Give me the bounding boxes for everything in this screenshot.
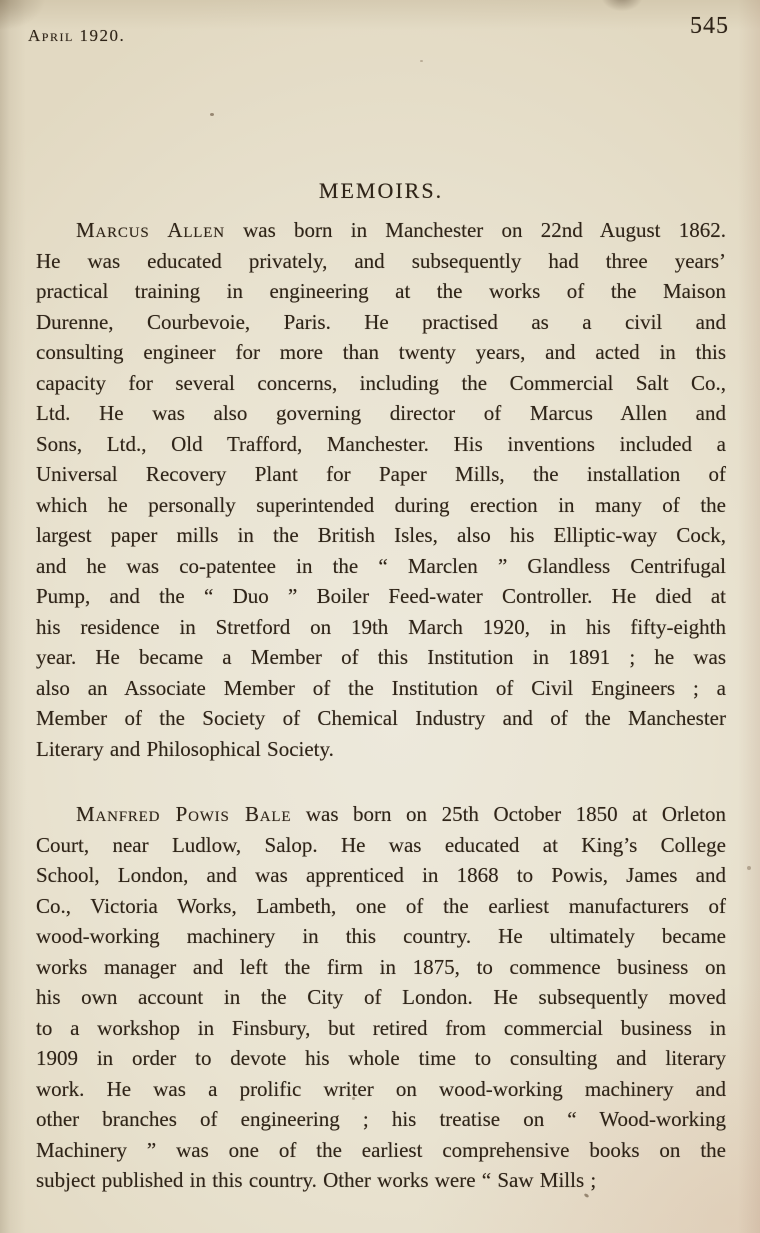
memoir-line: year. He became a Member of this Institution in 1891 ; he was [36, 645, 726, 669]
memoir-line: consulting engineer for more than twenty years, and acted in this [36, 340, 726, 364]
memoir-line: works manager and left the firm in 1875, to commence business on [36, 954, 726, 979]
memoir-line: which he personally superintended during erection in many of the [36, 492, 726, 517]
paper-speck [420, 60, 423, 62]
memoir-subject-name: Manfred Powis Bale [76, 802, 292, 826]
memoir-line: Machinery ” was one of the earliest comprehensive books on the [36, 1137, 726, 1162]
memoir-line: Marcus Allen was born in Manchester on 22nd August 1862. [76, 218, 726, 242]
memoir-line: and he was co-patentee in the “ Marclen ” Glandless Centrifugal [36, 553, 726, 578]
section-title: MEMOIRS. [318, 178, 444, 203]
memoir-line: also an Associate Member of the Institution of Civil Engineers ; a [36, 675, 726, 700]
memoir-line: Member of the Society of Chemical Industry and of the Manchester [36, 706, 726, 730]
paper-speck [747, 866, 751, 870]
memoir-paragraph-marcus-allen [36, 215, 726, 764]
memoir-line: subject published in this country. Other works were “ Saw Mills ; [36, 1168, 597, 1192]
memoir-line: to a workshop in Finsbury, but retired from commercial business in [36, 1015, 726, 1040]
memoir-paragraph-manfred-powis-bale [36, 799, 726, 1196]
memoir-line: capacity for several concerns, including the Commercial Salt Co., [36, 370, 726, 395]
memoir-line: He was educated privately, and subsequently had three years’ [36, 248, 726, 273]
memoir-line: Ltd. He was also governing director of Marcus Allen and [36, 401, 726, 425]
memoir-line: 1909 in order to devote his whole time to consulting and literary [36, 1046, 726, 1070]
page-number: 545 [690, 13, 729, 39]
memoir-line: Pump, and the “ Duo ” Boiler Feed-water Controller. He died at [36, 584, 726, 608]
memoir-line: Universal Recovery Plant for Paper Mills, the installation of [36, 462, 726, 486]
memoir-line: Sons, Ltd., Old Trafford, Manchester. His inventions included a [36, 431, 726, 456]
memoir-line: his own account in the City of London. He subsequently moved [36, 985, 726, 1009]
memoir-line: wood-working machinery in this country. He ultimately became [36, 924, 726, 948]
memoir-subject-name: Marcus Allen [76, 218, 225, 242]
memoir-line: Manfred Powis Bale was born on 25th October 1850 at Orleton [76, 802, 726, 826]
memoir-line: Durenne, Courbevoie, Paris. He practised as a civil and [36, 309, 726, 334]
memoir-line: his residence in Stretford on 19th March 1920, in his fifty-eighth [36, 614, 726, 639]
memoir-line: practical training in engineering at the works of the Maison [36, 279, 726, 303]
memoir-line: largest paper mills in the British Isles, also his Elliptic-way Cock, [36, 523, 726, 547]
paper-speck [352, 1097, 355, 1100]
memoir-line: work. He was a prolific writer on wood-working machinery and [36, 1076, 726, 1101]
running-header-date: April 1920. [28, 26, 126, 45]
memoir-line: Literary and Philosophical Society. [36, 736, 334, 761]
memoir-line: School, London, and was apprenticed in 1868 to Powis, James and [36, 863, 726, 887]
memoir-line: Court, near Ludlow, Salop. He was educated at King’s College [36, 832, 726, 857]
paper-speck [210, 113, 214, 116]
memoir-line: Co., Victoria Works, Lambeth, one of the earliest manufacturers of [36, 893, 726, 918]
memoir-line: other branches of engineering ; his treatise on “ Wood-working [36, 1107, 726, 1131]
